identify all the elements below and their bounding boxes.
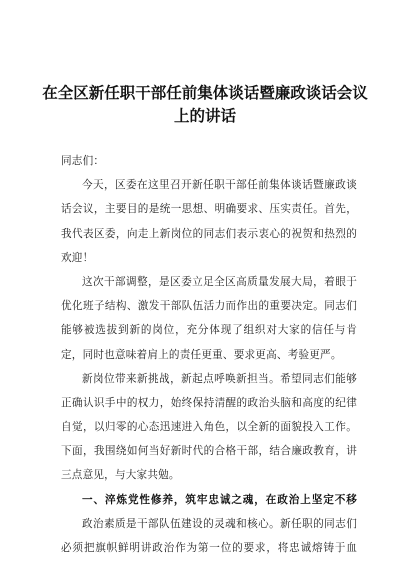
paragraph-line: 新岗位带来新挑战，新起点呼唤新担当。希望同志们能够 [82, 372, 357, 385]
document-body [61, 149, 357, 560]
paragraph-line: 下面，我围绕如何当好新时代的合格干部，结合廉政教育，讲 [61, 445, 357, 458]
title-line: 上的讲话 [173, 107, 236, 125]
paragraph-line: 定，同时也意味着肩上的责任更重、要求更高、考验更严。 [61, 348, 342, 361]
paragraph-line: 政治素质是干部队伍建设的灵魂和核心。新任职的同志们 [82, 517, 357, 530]
paragraph-line: 今天，区委在这里召开新任职干部任前集体谈话暨廉政谈 [82, 179, 357, 192]
title-line: 在全区新任职干部任前集体谈话暨廉政谈话会议 [42, 84, 368, 102]
paragraph-line: 三点意见，与大家共勉。 [61, 469, 180, 482]
paragraph-line: 话会议，主要目的是统一思想、明确要求、压实责任。首先， [61, 203, 357, 216]
paragraph-line: 能够被选拔到新的岗位，充分体现了组织对大家的信任与肯 [61, 324, 357, 337]
paragraph-line: 欢迎！ [61, 251, 94, 264]
paragraph-line: 这次干部调整，是区委立足全区高质量发展大局，着眼于 [82, 275, 357, 288]
paragraph-line: 优化班子结构、激发干部队伍活力而作出的重要决定。同志们 [61, 300, 357, 313]
paragraph-line: 自觉，以归零的心态迅速进入角色，以全新的面貌投入工作。 [61, 421, 357, 434]
paragraph-line: 正确认识手中的权力，始终保持清醒的政治头脑和高度的纪律 [61, 396, 357, 409]
section-heading: 一、淬炼党性修养，筑牢忠诚之魂，在政治上坚定不移 [82, 493, 357, 506]
paragraph-line: 必须把旗帜鲜明讲政治作为第一位的要求，将忠诚熔铸于血 [61, 542, 357, 554]
paragraph-line: 我代表区委，向走上新岗位的同志们表示衷心的祝贺和热烈的 [61, 227, 357, 240]
document-title [40, 82, 370, 128]
salutation: 同志们： [61, 155, 105, 167]
